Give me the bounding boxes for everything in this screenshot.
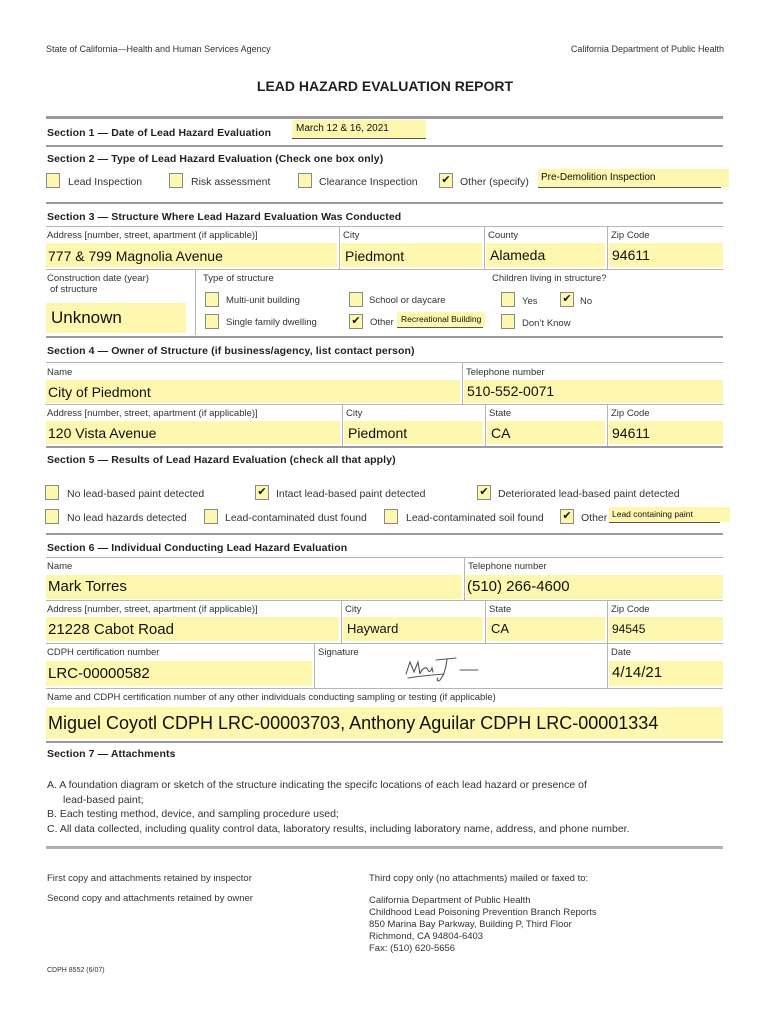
clearance-inspection-checkbox[interactable] xyxy=(298,173,312,188)
owner-address-value: 120 Vista Avenue xyxy=(48,425,157,441)
dust-checkbox[interactable] xyxy=(204,509,218,524)
other-individuals-value: Miguel Coyotl CDPH LRC-00003703, Anthony Aguilar CDPH LRC-00001334 xyxy=(48,713,659,733)
other-structure-label: Other xyxy=(370,317,394,328)
other-result-value: Lead containing paint xyxy=(612,509,693,519)
owner-city-label: City xyxy=(346,408,363,419)
structure-type-label: Type of structure xyxy=(203,273,274,284)
divider xyxy=(607,600,608,643)
divider xyxy=(314,643,315,688)
section2-label: Section 2 — Type of Lead Hazard Evaluation (Check one box only) xyxy=(47,153,384,165)
mailing-address-line-4: Richmond, CA 94804-6403 xyxy=(369,931,484,942)
divider xyxy=(46,643,723,644)
inspector-state-label: State xyxy=(489,604,512,615)
underline xyxy=(609,522,720,523)
form-id: CDPH 8552 (6/07) xyxy=(47,967,105,974)
no-hazards-label: No lead hazards detected xyxy=(67,512,187,524)
other-evaluation-checkbox[interactable]: ✔ xyxy=(439,173,453,188)
other-result-checkbox[interactable]: ✔ xyxy=(560,509,574,524)
intact-lbp-checkbox[interactable]: ✔ xyxy=(255,485,269,500)
owner-name-label: Name xyxy=(47,367,73,378)
divider xyxy=(341,600,342,643)
section4-label: Section 4 — Owner of Structure (if business/agency, list contact person) xyxy=(47,345,415,357)
section1-label: Section 1 — Date of Lead Hazard Evaluation xyxy=(47,127,272,139)
mailing-address-line-5: Fax: (510) 620-5656 xyxy=(369,943,456,954)
no-hazards-checkbox[interactable] xyxy=(45,509,59,524)
risk-assessment-label: Risk assessment xyxy=(191,176,271,188)
agency-name: State of California—Health and Human Services Agency xyxy=(46,44,271,54)
mailing-address-line-1: California Department of Public Health xyxy=(369,895,531,906)
inspector-name-value: Mark Torres xyxy=(48,578,127,595)
owner-zip-value: 94611 xyxy=(612,425,650,441)
inspector-city-value: Hayward xyxy=(347,621,399,636)
divider xyxy=(46,600,723,601)
inspector-phone-value: (510) 266-4600 xyxy=(467,578,570,595)
children-dont-know-checkbox[interactable] xyxy=(501,314,515,329)
attachment-b: B. Each testing method, device, and sampling procedure used; xyxy=(47,808,339,820)
owner-address-label: Address [number, street, apartment (if applicable)] xyxy=(47,408,258,419)
children-yes-checkbox[interactable] xyxy=(501,292,515,307)
owner-city-value: Piedmont xyxy=(348,425,408,441)
divider xyxy=(484,226,485,269)
divider xyxy=(46,362,723,363)
inspector-zip-label: Zip Code xyxy=(611,604,650,615)
divider xyxy=(46,688,723,689)
other-evaluation-label: Other (specify) xyxy=(460,176,529,188)
section5-label: Section 5 — Results of Lead Hazard Evaluation (check all that apply) xyxy=(47,454,396,466)
department-name: California Department of Public Health xyxy=(570,44,724,54)
children-dont-know-label: Don’t Know xyxy=(522,318,571,329)
third-copy-note: Third copy only (no attachments) mailed or faxed to: xyxy=(369,873,589,884)
divider xyxy=(342,404,343,446)
inspector-address-value: 21228 Cabot Road xyxy=(48,621,174,638)
single-family-label: Single family dwelling xyxy=(226,317,317,328)
divider xyxy=(485,600,486,643)
other-structure-value: Recreational Building xyxy=(401,314,482,324)
section3-row-divider xyxy=(46,226,723,227)
other-result-label: Other xyxy=(581,512,608,524)
first-copy-note: First copy and attachments retained by inspector xyxy=(47,873,252,884)
signature-label: Signature xyxy=(318,647,359,658)
structure-zip-value: 94611 xyxy=(612,247,650,263)
evaluation-date-underline xyxy=(292,138,426,139)
divider xyxy=(195,269,196,335)
divider xyxy=(462,362,463,404)
cdph-cert-value: LRC-00000582 xyxy=(48,665,150,682)
no-lbp-checkbox[interactable] xyxy=(45,485,59,500)
signature-image xyxy=(400,650,486,686)
divider xyxy=(607,643,608,688)
intact-lbp-label: Intact lead-based paint detected xyxy=(276,488,426,500)
deteriorated-lbp-checkbox[interactable]: ✔ xyxy=(477,485,491,500)
structure-address-value: 777 & 799 Magnolia Avenue xyxy=(48,248,223,264)
inspector-state-value: CA xyxy=(491,621,510,636)
divider xyxy=(607,404,608,446)
divider xyxy=(464,557,465,600)
soil-label: Lead-contaminated soil found xyxy=(406,512,544,524)
signature-date-value: 4/14/21 xyxy=(612,664,663,681)
owner-state-label: State xyxy=(489,408,512,419)
other-evaluation-underline xyxy=(538,187,721,188)
multi-unit-label: Multi-unit building xyxy=(226,295,300,306)
school-daycare-label: School or daycare xyxy=(369,295,446,306)
signature-date-label: Date xyxy=(611,647,632,658)
inspector-city-label: City xyxy=(345,604,362,615)
school-daycare-checkbox[interactable] xyxy=(349,292,363,307)
lead-inspection-label: Lead Inspection xyxy=(68,176,143,188)
section1-top-rule xyxy=(46,116,723,119)
inspector-name-label: Name xyxy=(47,561,73,572)
risk-assessment-checkbox[interactable] xyxy=(169,173,183,188)
owner-name-value: City of Piedmont xyxy=(48,384,151,400)
underline xyxy=(397,327,483,328)
footer-rule xyxy=(46,846,723,849)
section7-top-rule xyxy=(46,741,723,743)
mailing-address-line-3: 850 Marina Bay Parkway, Building P, Third Floor xyxy=(369,919,572,930)
section3-label: Section 3 — Structure Where Lead Hazard Evaluation Was Conducted xyxy=(47,211,402,223)
owner-phone-label: Telephone number xyxy=(466,367,545,378)
attachment-a-continued: lead-based paint; xyxy=(63,794,144,806)
children-no-label: No xyxy=(580,296,593,307)
section2-top-rule xyxy=(46,145,723,147)
soil-checkbox[interactable] xyxy=(384,509,398,524)
mailing-address-line-2: Childhood Lead Poisoning Prevention Branch Reports xyxy=(369,907,597,918)
construction-date-label-2: of structure xyxy=(50,284,98,295)
no-lbp-label: No lead-based paint detected xyxy=(67,488,205,500)
structure-city-value: Piedmont xyxy=(345,248,405,264)
other-individuals-label: Name and CDPH certification number of any other individuals conducting sampling or testing (if applicable) xyxy=(47,692,496,703)
structure-city-label: City xyxy=(343,230,360,241)
structure-zip-label: Zip Code xyxy=(611,230,650,241)
children-yes-label: Yes xyxy=(522,296,538,307)
evaluation-date-value: March 12 & 16, 2021 xyxy=(296,123,389,134)
single-family-checkbox[interactable] xyxy=(205,314,219,329)
owner-zip-label: Zip Code xyxy=(611,408,650,419)
divider xyxy=(46,404,723,405)
inspector-zip-value: 94545 xyxy=(612,622,646,636)
children-no-checkbox[interactable]: ✔ xyxy=(560,292,574,307)
structure-address-label: Address [number, street, apartment (if applicable)] xyxy=(47,230,258,241)
construction-date-value: Unknown xyxy=(51,308,122,327)
inspector-phone-label: Telephone number xyxy=(468,561,547,572)
deteriorated-lbp-label: Deteriorated lead-based paint detected xyxy=(498,488,680,500)
construction-date-label: Construction date (year) xyxy=(47,273,149,284)
section3-top-rule xyxy=(46,202,723,204)
section6-label: Section 6 — Individual Conducting Lead Hazard Evaluation xyxy=(47,542,348,554)
dust-label: Lead-contaminated dust found xyxy=(225,512,367,524)
divider xyxy=(46,557,723,558)
section4-top-rule xyxy=(46,336,723,338)
cdph-cert-label: CDPH certification number xyxy=(47,647,160,658)
page-title: LEAD HAZARD EVALUATION REPORT xyxy=(256,78,514,94)
second-copy-note: Second copy and attachments retained by owner xyxy=(47,893,253,904)
divider xyxy=(485,404,486,446)
owner-phone-value: 510-552-0071 xyxy=(467,383,555,399)
clearance-inspection-label: Clearance Inspection xyxy=(319,176,418,188)
children-label: Children living in structure? xyxy=(492,273,607,284)
divider xyxy=(339,226,340,269)
attachment-c: C. All data collected, including quality control data, laboratory results, including laboratory name, address, and phone number. xyxy=(47,823,630,835)
divider xyxy=(607,226,608,269)
lead-inspection-checkbox[interactable] xyxy=(46,173,60,188)
structure-county-value: Alameda xyxy=(490,247,546,263)
structure-county-label: County xyxy=(488,230,519,241)
other-structure-checkbox[interactable]: ✔ xyxy=(349,314,363,329)
attachment-a: A. A foundation diagram or sketch of the structure indicating the specifc locations of each lead hazard or presence of xyxy=(47,779,587,791)
owner-state-value: CA xyxy=(491,425,511,441)
multi-unit-checkbox[interactable] xyxy=(205,292,219,307)
section7-label: Section 7 — Attachments xyxy=(47,748,176,760)
divider xyxy=(46,269,723,270)
section5-top-rule xyxy=(46,446,723,448)
inspector-address-label: Address [number, street, apartment (if applicable)] xyxy=(47,604,258,615)
other-evaluation-value: Pre-Demolition Inspection xyxy=(541,172,656,183)
section6-top-rule xyxy=(46,533,723,535)
